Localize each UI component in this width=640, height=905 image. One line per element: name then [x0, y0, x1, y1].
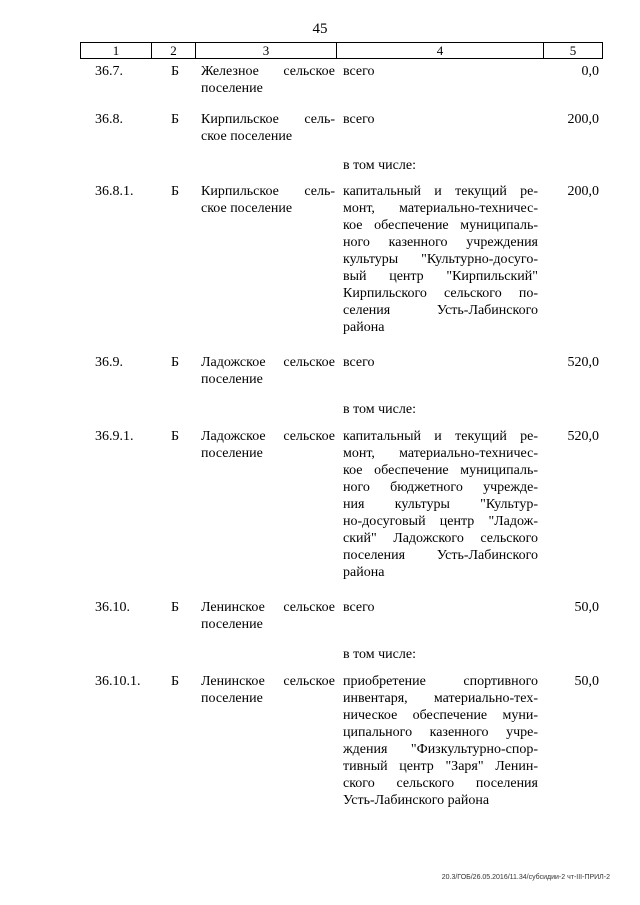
- purpose-line: селения Усть-Лабинского: [343, 303, 538, 318]
- purpose-line: инвентаря, материально-тех-: [343, 691, 538, 706]
- purpose-description: [343, 157, 538, 174]
- purpose-description: [343, 428, 538, 581]
- settlement-name: [201, 63, 335, 97]
- amount-value: 50,0: [574, 674, 599, 689]
- settlement-name-line: ское поселение: [201, 129, 293, 144]
- column-header-5: 5: [569, 43, 577, 58]
- purpose-line: ническое обеспечение муни-: [343, 708, 538, 723]
- purpose-line: всего: [343, 600, 375, 615]
- table-column-header-row: [80, 42, 603, 59]
- purpose-line: ного бюджетного учрежде-: [343, 480, 538, 495]
- settlement-name: [201, 673, 335, 707]
- row-code: Б: [171, 184, 180, 199]
- purpose-description: [343, 401, 538, 418]
- settlement-name: [201, 183, 335, 217]
- row-code: Б: [171, 355, 180, 370]
- row-code: Б: [171, 429, 180, 444]
- amount-value: 200,0: [567, 184, 599, 199]
- purpose-line: в том числе:: [343, 402, 416, 417]
- purpose-description: [343, 673, 538, 809]
- settlement-name-line: Ладожское сельское: [201, 429, 335, 444]
- purpose-line: Усть-Лабинского района: [343, 793, 490, 808]
- purpose-line: монт, материально-техничес-: [343, 201, 538, 216]
- amount-value: 50,0: [574, 600, 599, 615]
- purpose-line: ного казенного учреждения: [343, 235, 538, 250]
- purpose-line: капитальный и текущий ре-: [343, 429, 538, 444]
- purpose-line: культуры "Культурно-досуго-: [343, 252, 538, 267]
- purpose-line: ния культуры "Культур-: [343, 497, 538, 512]
- purpose-line: тивный центр "Заря" Ленин-: [343, 759, 538, 774]
- settlement-name: [201, 599, 335, 633]
- settlement-name-line: Железное сельское: [201, 64, 335, 79]
- settlement-name-line: Кирпильское сель-: [201, 184, 335, 199]
- purpose-line: в том числе:: [343, 158, 416, 173]
- row-code: Б: [171, 600, 180, 615]
- purpose-line: кое обеспечение муниципаль-: [343, 218, 538, 233]
- row-number: 36.8.1.: [95, 184, 134, 199]
- settlement-name-line: поселение: [201, 446, 263, 461]
- page-number: 45: [312, 21, 328, 37]
- row-number: 36.9.: [95, 355, 123, 370]
- row-number: 36.9.1.: [95, 429, 134, 444]
- purpose-description: [343, 63, 538, 80]
- row-number: 36.7.: [95, 64, 123, 79]
- row-number: 36.10.: [95, 600, 130, 615]
- purpose-line: ждения "Физкультурно-спор-: [343, 742, 538, 757]
- row-code: Б: [171, 64, 180, 79]
- settlement-name-line: поселение: [201, 372, 263, 387]
- purpose-line: но-досуговый центр "Ладож-: [343, 514, 538, 529]
- document-footer-code: 20.3/ГОБ/26.05.2016/11.34/субсидии-2 чт-III-ПРИЛ-2: [441, 874, 610, 881]
- settlement-name-line: ское поселение: [201, 201, 293, 216]
- purpose-line: всего: [343, 112, 375, 127]
- settlement-name: [201, 111, 335, 145]
- amount-value: 0,0: [581, 64, 599, 79]
- purpose-line: вый центр "Кирпильский": [343, 269, 538, 284]
- settlement-name-line: поселение: [201, 81, 263, 96]
- column-header-3: 3: [196, 43, 337, 58]
- purpose-line: ский" Ладожского сельского: [343, 531, 538, 546]
- column-header-1: 1: [81, 43, 152, 58]
- purpose-line: всего: [343, 64, 375, 79]
- purpose-line: района: [343, 320, 385, 335]
- purpose-line: поселения Усть-Лабинского: [343, 548, 538, 563]
- purpose-line: всего: [343, 355, 375, 370]
- amount-value: 200,0: [567, 112, 599, 127]
- amount-value: 520,0: [567, 355, 599, 370]
- purpose-line: монт, материально-техничес-: [343, 446, 538, 461]
- purpose-line: ципального казенного учре-: [343, 725, 538, 740]
- purpose-line: Кирпильского сельского по-: [343, 286, 538, 301]
- purpose-description: [343, 183, 538, 336]
- amount-value: 520,0: [567, 429, 599, 444]
- purpose-line: капитальный и текущий ре-: [343, 184, 538, 199]
- purpose-line: ского сельского поселения: [343, 776, 538, 791]
- purpose-description: [343, 646, 538, 663]
- column-header-4: 4: [337, 43, 544, 58]
- purpose-description: [343, 354, 538, 371]
- settlement-name-line: Ленинское сельское: [201, 600, 335, 615]
- row-number: 36.8.: [95, 112, 123, 127]
- purpose-description: [343, 111, 538, 128]
- purpose-line: района: [343, 565, 385, 580]
- row-code: Б: [171, 112, 180, 127]
- settlement-name: [201, 354, 335, 388]
- row-code: Б: [171, 674, 180, 689]
- row-number: 36.10.1.: [95, 674, 141, 689]
- purpose-line: приобретение спортивного: [343, 674, 538, 689]
- settlement-name-line: Ладожское сельское: [201, 355, 335, 370]
- settlement-name-line: Кирпильское сель-: [201, 112, 335, 127]
- purpose-description: [343, 599, 538, 616]
- settlement-name-line: Ленинское сельское: [201, 674, 335, 689]
- purpose-line: в том числе:: [343, 647, 416, 662]
- settlement-name: [201, 428, 335, 462]
- column-header-2: 2: [152, 43, 196, 58]
- purpose-line: кое обеспечение муниципаль-: [343, 463, 538, 478]
- settlement-name-line: поселение: [201, 691, 263, 706]
- settlement-name-line: поселение: [201, 617, 263, 632]
